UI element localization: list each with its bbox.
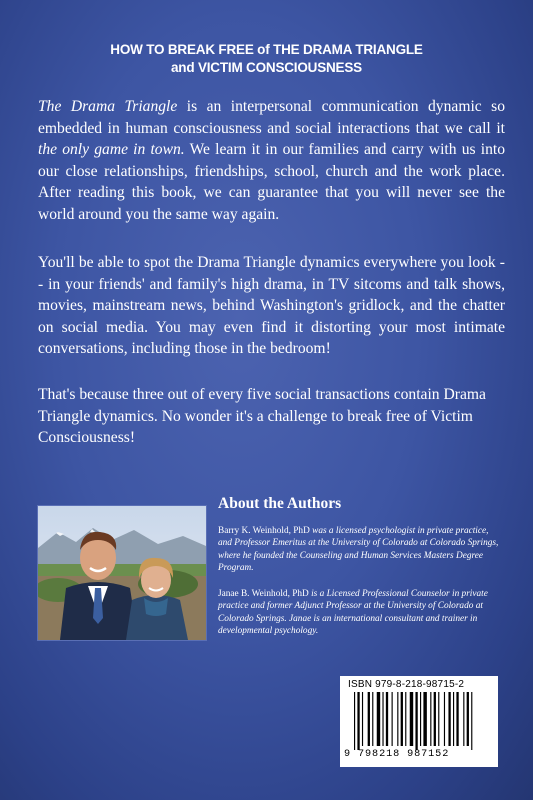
- barcode-bar: [392, 692, 393, 746]
- description-paragraph-2: [38, 252, 505, 360]
- back-cover-headline: [0, 41, 533, 77]
- isbn-label: ISBN 979-8-218-98715-2: [348, 679, 465, 690]
- barcode-bar: [467, 692, 469, 746]
- author-bio-barry: [218, 525, 502, 575]
- barcode-bar: [453, 692, 454, 746]
- author-bio-janae-text: is a Licensed Professional Counselor in private practice and former Adjunct Professor at the University of Colorado at Colorado Springs. Janae is an international consultant and trainer in developmental psychology.: [218, 589, 488, 637]
- paragraph-1-text-b: We learn it in our families and carry with us into our close relationships, friendships, school, church and the work place. After reading this book, we can guarantee that you will never see the world around you the same way again.: [38, 141, 506, 223]
- barcode-bar: [463, 692, 464, 746]
- barcode-bar: [420, 692, 421, 746]
- barcode-bar: [434, 692, 436, 746]
- author-bio-barry-text: was a licensed psychologist in private practice, and Professor Emeritus at the University of Colorado at Colorado Springs, where he founded the Counseling and Human Services Masters Degree Program.: [218, 526, 499, 574]
- barcode-bars: [354, 692, 490, 750]
- author-bio-janae: [218, 588, 502, 638]
- description-paragraph-1: [38, 96, 505, 226]
- barcode-bar: [372, 692, 373, 746]
- barcode-bar: [386, 692, 388, 746]
- barcode-bar: [471, 692, 472, 750]
- barcode-bar: [448, 692, 450, 746]
- barcode-bar: [456, 692, 458, 746]
- author-name-janae: Janae B. Weinhold, PhD: [218, 589, 309, 599]
- barcode-bar: [405, 692, 406, 746]
- barcode-digits: 9 798218 987152: [344, 749, 450, 760]
- barcode-bar: [415, 692, 417, 750]
- barcode-bar: [382, 692, 383, 746]
- paragraph-3-text: That's because three out of every five social transactions contain Drama Triangle dynamics. No wonder it's a challenge to break free of Victim Consciousness!: [38, 386, 486, 447]
- barcode-bar: [430, 692, 431, 746]
- headline-line-2: and VICTIM CONSCIOUSNESS: [171, 60, 362, 75]
- barcode-bar: [444, 692, 445, 746]
- barcode-bar: [357, 692, 359, 750]
- barcode-bar: [368, 692, 370, 746]
- barcode-bar: [354, 692, 355, 750]
- paragraph-2-text: You'll be able to spot the Drama Triangle dynamics everywhere you look -- in your friends' and family's high drama, in TV sitcoms and talk shows, movies, mainstream news, behind Washington's gridlock, and the chatter on social media. You may even find it distorting your most intimate conversations, including those in the bedroom!: [38, 254, 505, 358]
- barcode-bar: [423, 692, 426, 746]
- barcode-bar: [377, 692, 380, 746]
- about-the-authors-heading: About the Authors: [218, 495, 342, 512]
- authors-photo: [37, 505, 207, 641]
- barcode-bar: [397, 692, 398, 746]
- headline-line-1: HOW TO BREAK FREE of THE DRAMA TRIANGLE: [110, 42, 423, 57]
- barcode-bar: [410, 692, 413, 746]
- paragraph-1-text-a: is an interpersonal communication dynamic so embedded in human consciousness and social interactions that we call it: [38, 98, 506, 137]
- book-title-italic: The Drama Triangle: [38, 98, 178, 115]
- barcode-bar: [401, 692, 403, 746]
- isbn-barcode: [340, 676, 498, 767]
- barcode-bar: [362, 692, 363, 746]
- description-paragraph-3: [38, 384, 505, 449]
- only-game-phrase: the only game in town.: [38, 141, 185, 159]
- author-name-barry: Barry K. Weinhold, PhD: [218, 526, 310, 536]
- barcode-bar: [438, 692, 439, 746]
